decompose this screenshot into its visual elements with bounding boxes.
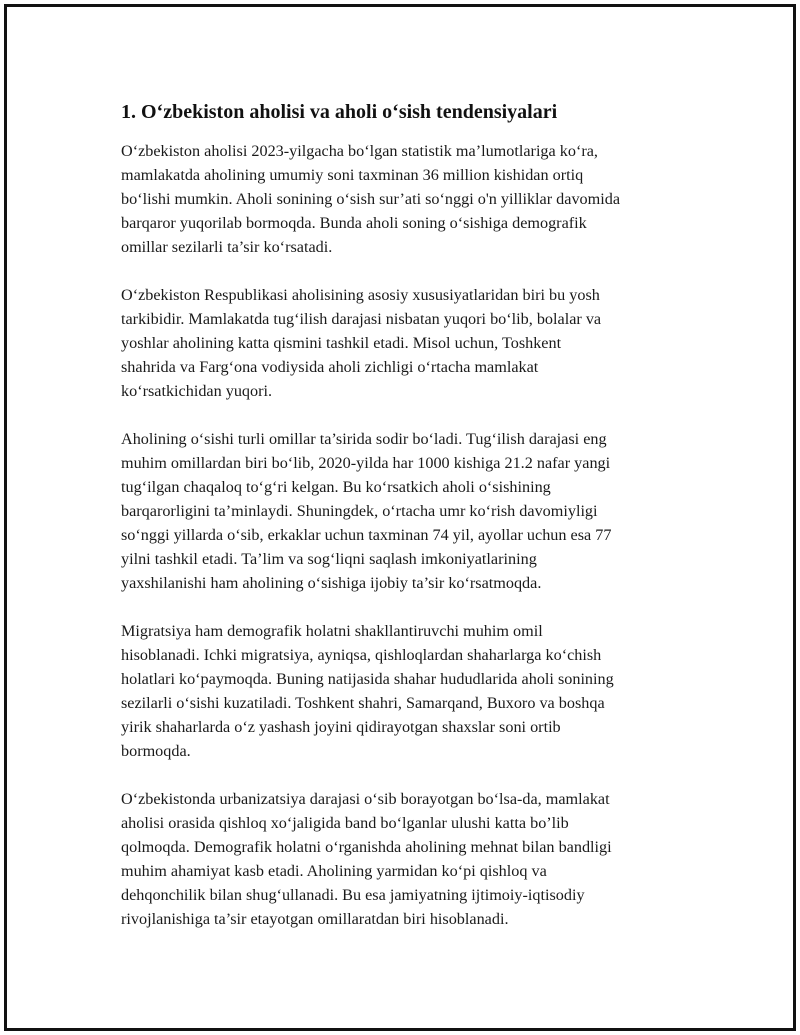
text-line: rivojlanishiga ta’sir etayotgan omillaratdan biri hisoblanadi. bbox=[121, 910, 509, 928]
text-line: barqaror yuqorilab bormoqda. Bunda aholi soning o‘sishiga demografik bbox=[121, 214, 587, 232]
text-line: yoshlar aholining katta qismini tashkil etadi. Misol uchun, Toshkent bbox=[121, 334, 562, 352]
text-line: yilni tashkil etadi. Ta’lim va sog‘liqni saqlash imkoniyatlarining bbox=[121, 550, 537, 568]
text-line: mamlakatda aholining umumiy soni taxminan 36 million kishidan ortiq bbox=[121, 166, 584, 184]
text-line: qolmoqda. Demografik holatni o‘rganishda aholining mehnat bilan bandligi bbox=[121, 838, 612, 856]
paragraph-age-structure bbox=[121, 283, 701, 403]
text-line: O‘zbekiston Respublikasi aholisining asosiy xususiyatlaridan biri bu yosh bbox=[121, 286, 600, 304]
text-line: muhim ahamiyat kasb etadi. Aholining yarmidan ko‘pi qishloq va bbox=[121, 862, 547, 880]
text-line: shahrida va Farg‘ona vodiysida aholi zichligi o‘rtacha mamlakat bbox=[121, 358, 539, 376]
text-line: yirik shaharlarda o‘z yashash joyini qidirayotgan shaxslar soni ortib bbox=[121, 718, 561, 736]
paragraph-population-size bbox=[121, 139, 701, 259]
text-line: Migratsiya ham demografik holatni shakllantiruvchi muhim omil bbox=[121, 622, 543, 640]
text-line: Aholining o‘sishi turli omillar ta’sirida sodir bo‘ladi. Tug‘ilish darajasi eng bbox=[121, 430, 607, 448]
text-line: bormoqda. bbox=[121, 742, 191, 760]
text-line: yaxshilanishi ham aholining o‘sishiga ijobiy ta’sir ko‘rsatmoqda. bbox=[121, 574, 542, 592]
text-line: aholisi orasida qishloq xo‘jaligida band bo‘lganlar ulushi katta bo’lib bbox=[121, 814, 569, 832]
page-frame bbox=[4, 4, 796, 1031]
text-line: holatlari ko‘paymoqda. Buning natijasida shahar hududlarida aholi sonining bbox=[121, 670, 614, 688]
text-line: hisoblanadi. Ichki migratsiya, ayniqsa, qishloqlardan shaharlarga ko‘chish bbox=[121, 646, 602, 664]
text-line: sezilarli o‘sishi kuzatiladi. Toshkent shahri, Samarqand, Buxoro va boshqa bbox=[121, 694, 605, 712]
text-line: tarkibidir. Mamlakatda tug‘ilish darajasi nisbatan yuqori bo‘lib, bolalar va bbox=[121, 310, 602, 328]
text-line: so‘nggi yillarda o‘sib, erkaklar uchun taxminan 74 yil, ayollar uchun esa 77 bbox=[121, 526, 612, 544]
section-heading: 1. O‘zbekiston aholisi va aholi o‘sish tendensiyalari bbox=[121, 101, 558, 123]
paragraph-growth-factors bbox=[121, 427, 701, 595]
text-line: tug‘ilgan chaqaloq to‘g‘ri kelgan. Bu ko‘rsatkich aholi o‘sishining bbox=[121, 478, 551, 496]
paragraph-migration bbox=[121, 619, 701, 763]
document-body bbox=[121, 99, 701, 955]
text-line: O‘zbekistonda urbanizatsiya darajasi o‘sib borayotgan bo‘lsa-da, mamlakat bbox=[121, 790, 610, 808]
text-line: barqarorligini ta’minlaydi. Shuningdek, o‘rtacha umr ko‘rish davomiyligi bbox=[121, 502, 598, 520]
text-line: muhim omillardan biri bo‘lib, 2020-yilda har 1000 kishiga 21.2 nafar yangi bbox=[121, 454, 611, 472]
paragraph-urbanization bbox=[121, 787, 701, 931]
text-line: ko‘rsatkichidan yuqori. bbox=[121, 382, 273, 400]
text-line: dehqonchilik bilan shug‘ullanadi. Bu esa jamiyatning ijtimoiy-iqtisodiy bbox=[121, 886, 585, 904]
text-line: omillar sezilarli ta’sir ko‘rsatadi. bbox=[121, 238, 333, 256]
text-line: bo‘lishi mumkin. Aholi sonining o‘sish sur’ati so‘nggi o'n yilliklar davomida bbox=[121, 190, 621, 208]
text-line: O‘zbekiston aholisi 2023-yilgacha bo‘lgan statistik ma’lumotlariga ko‘ra, bbox=[121, 142, 598, 160]
